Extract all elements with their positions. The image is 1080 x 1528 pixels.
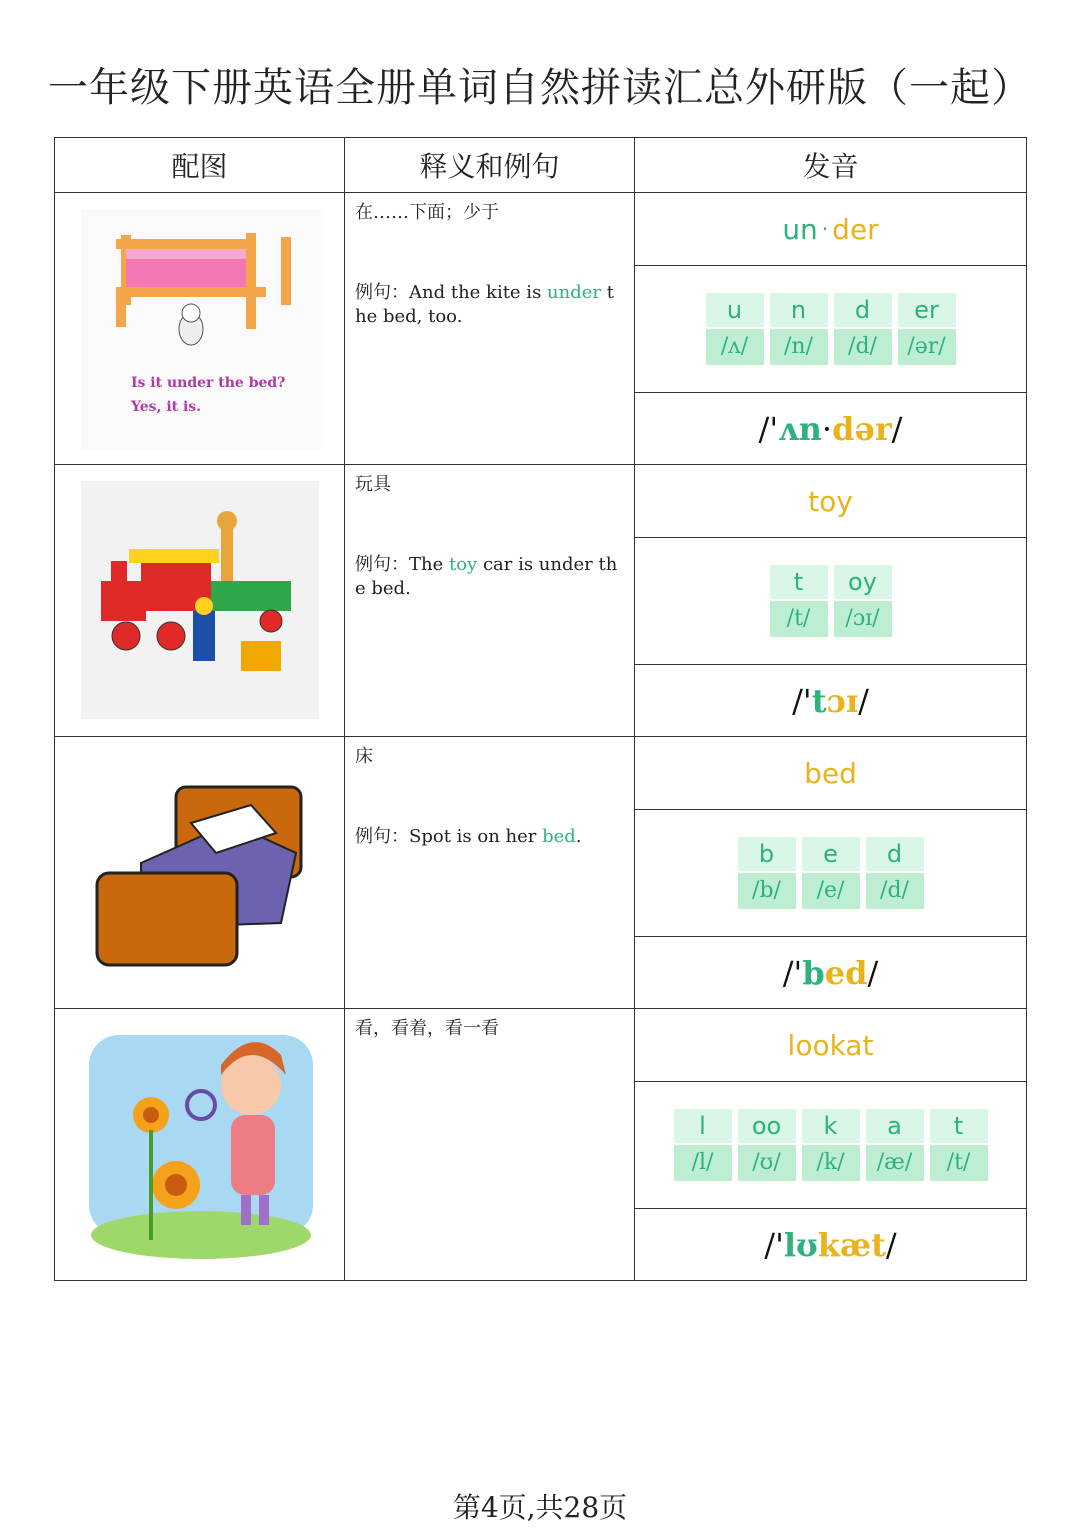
phonics-tile: d /d/ [866,837,924,909]
phonics-tile: l /l/ [674,1109,732,1181]
image-caption-answer: Yes, it is. [131,399,202,415]
word-display: un · der [635,193,1026,266]
page-footer: 第4页,共28页 [452,1491,628,1524]
phonics-tile: k /k/ [802,1109,860,1181]
phonics-tile: b /b/ [738,837,796,909]
header-pronunciation: 发音 [635,138,1027,193]
image-caption-question: Is it under the bed? [131,375,286,391]
meaning-text: 玩具 [355,474,391,495]
example-sentence: 例句：And the kite is under the bed, too. [355,282,614,327]
image-cell [55,737,345,1009]
girl-magnifier-illustration [81,1025,321,1265]
table-row [55,465,1027,737]
pronunciation-cell [635,193,1027,465]
header-meaning: 释义和例句 [345,138,635,193]
image-cell [55,465,345,737]
phonics-tiles [635,538,1026,665]
ipa-transcription: /' t ɔɪ / [792,681,869,720]
meaning-cell [345,1009,635,1281]
meaning-text: 看，看着，看一看 [355,1018,499,1039]
table-row [55,1009,1027,1281]
phonics-tile: oo /ʊ/ [738,1109,796,1181]
phonics-tile: t /t/ [770,565,828,637]
phonics-tile: oy /ɔɪ/ [834,565,892,637]
ipa-transcription: /' ʌn · dər / [758,409,903,448]
phonics-tile: a /æ/ [866,1109,924,1181]
bed-cat-illustration [81,209,321,449]
table-header-row [55,138,1027,193]
phonics-tile: e /e/ [802,837,860,909]
image-cell [55,193,345,465]
bed-illustration [81,753,321,993]
ipa-transcription: /' b ed / [782,953,879,992]
word-display: bed [635,737,1026,810]
phonics-tile: t /t/ [930,1109,988,1181]
word-display: lookat [635,1009,1026,1082]
word-display: toy [635,465,1026,538]
header-image: 配图 [55,138,345,193]
phonics-tile: n /n/ [770,293,828,365]
vocabulary-table [54,137,1027,1281]
phonics-tiles [635,810,1026,937]
table-row [55,737,1027,1009]
image-cell [55,1009,345,1281]
table-row [55,193,1027,465]
meaning-cell [345,737,635,1009]
phonics-tile: d /d/ [834,293,892,365]
meaning-cell [345,193,635,465]
example-sentence: 例句：The toy car is under the bed. [355,554,618,599]
pronunciation-cell [635,1009,1027,1281]
example-sentence: 例句：Spot is on her bed. [355,826,582,847]
pronunciation-cell [635,465,1027,737]
meaning-text: 在……下面；少于 [355,202,499,223]
phonics-tile: u /ʌ/ [706,293,764,365]
pronunciation-cell [635,737,1027,1009]
phonics-tile: er /ər/ [898,293,956,365]
phonics-tiles [635,1082,1026,1209]
toy-train-illustration [81,481,319,719]
meaning-text: 床 [355,746,373,767]
page-title: 一年级下册英语全册单词自然拼读汇总外研版（一起） [48,65,1032,111]
phonics-tiles [635,266,1026,393]
meaning-cell [345,465,635,737]
ipa-transcription: /' lʊ kæt / [764,1225,897,1264]
